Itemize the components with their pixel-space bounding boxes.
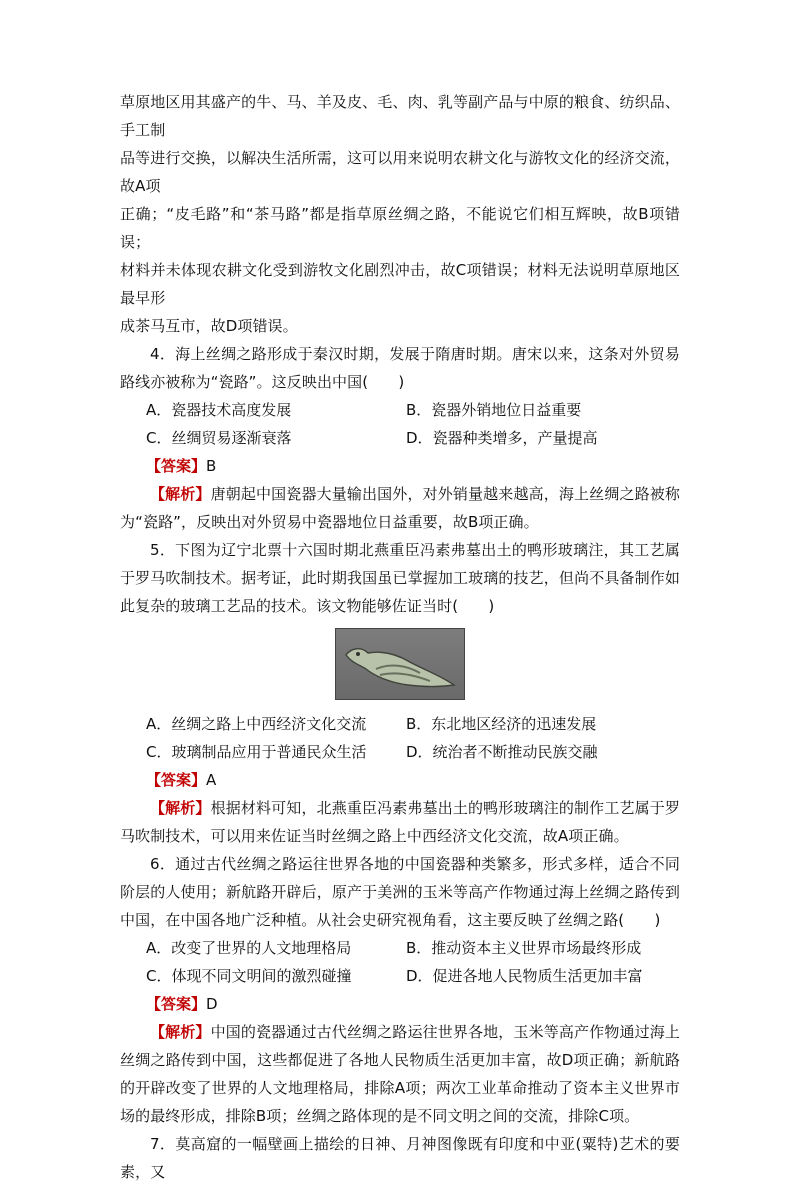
document-page — [120, 88, 680, 1186]
answer-value: D — [206, 995, 218, 1013]
duck-glass-vessel-icon — [336, 629, 464, 699]
options-row — [120, 396, 680, 424]
intro-line: 草原地区用其盛产的牛、马、羊及皮、毛、肉、乳等副产品与中原的粮食、纺织品、手工制 — [120, 93, 680, 139]
question-stem: 7．莫高窟的一幅壁画上描绘的日神、月神图像既有印度和中亚(粟特)艺术的要素，又 — [120, 1135, 680, 1181]
answer-tag: 【答案】 — [146, 457, 207, 475]
intro-line: 成茶马互市，故D项错误。 — [120, 317, 298, 335]
question-7 — [120, 1130, 680, 1186]
option-b: B．推动资本主义世界市场最终形成 — [406, 939, 642, 957]
options-row — [120, 424, 680, 452]
intro-analysis — [120, 88, 680, 340]
option-c: C．丝绸贸易逐渐衰落 — [146, 429, 292, 447]
option-a: A．改变了世界的人文地理格局 — [146, 939, 352, 957]
analysis-text: 唐朝起中国瓷器大量输出国外，对外销量越来越高，海上丝绸之路被称为“瓷路”，反映出对外贸易中瓷器地位日益重要，故B项正确。 — [120, 485, 680, 531]
option-b: B．瓷器外销地位日益重要 — [406, 401, 582, 419]
question-stem: 4．海上丝绸之路形成于秦汉时期，发展于隋唐时期。唐宋以来，这条对外贸易路线亦被称为“瓷路”。这反映出中国( ) — [120, 345, 680, 391]
answer-line — [120, 452, 680, 480]
options-row — [120, 962, 680, 990]
option-a: A．瓷器技术高度发展 — [146, 401, 292, 419]
answer-tag: 【答案】 — [146, 771, 207, 789]
analysis — [120, 794, 680, 850]
figure-container — [120, 620, 680, 710]
option-b: B．东北地区经济的迅速发展 — [406, 715, 597, 733]
option-c: C．玻璃制品应用于普通民众生活 — [146, 743, 367, 761]
answer-tag: 【答案】 — [146, 995, 207, 1013]
intro-line: 正确；“皮毛路”和“茶马路”都是指草原丝绸之路，不能说它们相互辉映，故B项错误； — [120, 205, 680, 251]
intro-line: 品等进行交换，以解决生活所需，这可以用来说明农耕文化与游牧文化的经济交流，故A项 — [120, 149, 680, 195]
question-6 — [120, 850, 680, 1130]
option-c: C．体现不同文明间的激烈碰撞 — [146, 967, 352, 985]
question-stem: 5．下图为辽宁北票十六国时期北燕重臣冯素弗墓出土的鸭形玻璃注，其工艺属于罗马吹制技术。据考证，此时期我国虽已掌握加工玻璃的技艺，但尚不具备制作如此复杂的玻璃工艺品的技术。该文物能够佐证当时( ) — [120, 541, 680, 615]
analysis — [120, 1018, 680, 1130]
option-a: A．丝绸之路上中西经济文化交流 — [146, 715, 367, 733]
duck-glass-vessel-image — [335, 628, 465, 700]
option-d: D．统治者不断推动民族交融 — [406, 743, 598, 761]
analysis-text: 中国的瓷器通过古代丝绸之路运往世界各地，玉米等高产作物通过海上丝绸之路传到中国，这些都促进了各地人民物质生活更加丰富，故D项正确；新航路的开辟改变了世界的人文地理格局，排除A项；两次工业革命推动了资本主义世界市场的最终形成，排除B项；丝绸之路体现的是不同文明之间的交流，排除C项。 — [120, 1023, 680, 1125]
options-row — [120, 710, 680, 738]
analysis-text: 根据材料可知，北燕重臣冯素弗墓出土的鸭形玻璃注的制作工艺属于罗马吹制技术，可以用来佐证当时丝绸之路上中西经济文化交流，故A项正确。 — [120, 799, 680, 845]
answer-line — [120, 990, 680, 1018]
options-row — [120, 738, 680, 766]
analysis-tag: 【解析】 — [150, 485, 211, 503]
analysis-tag: 【解析】 — [150, 1023, 211, 1041]
answer-value: B — [206, 457, 217, 475]
option-d: D．促进各地人民物质生活更加丰富 — [406, 967, 643, 985]
analysis-tag: 【解析】 — [150, 799, 211, 817]
question-stem: 6．通过古代丝绸之路运往世界各地的中国瓷器种类繁多，形式多样，适合不同阶层的人使用；新航路开辟后，原产于美洲的玉米等高产作物通过海上丝绸之路传到中国，在中国各地广泛种植。从社会史研究视角看，这主要反映了丝绸之路( ) — [120, 855, 680, 929]
answer-value: A — [206, 771, 217, 789]
answer-line — [120, 766, 680, 794]
option-d: D．瓷器种类增多，产量提高 — [406, 429, 598, 447]
question-4 — [120, 340, 680, 536]
intro-line: 材料并未体现农耕文化受到游牧文化剧烈冲击，故C项错误；材料无法说明草原地区最早形 — [120, 261, 680, 307]
analysis — [120, 480, 680, 536]
question-5 — [120, 536, 680, 850]
options-row — [120, 934, 680, 962]
